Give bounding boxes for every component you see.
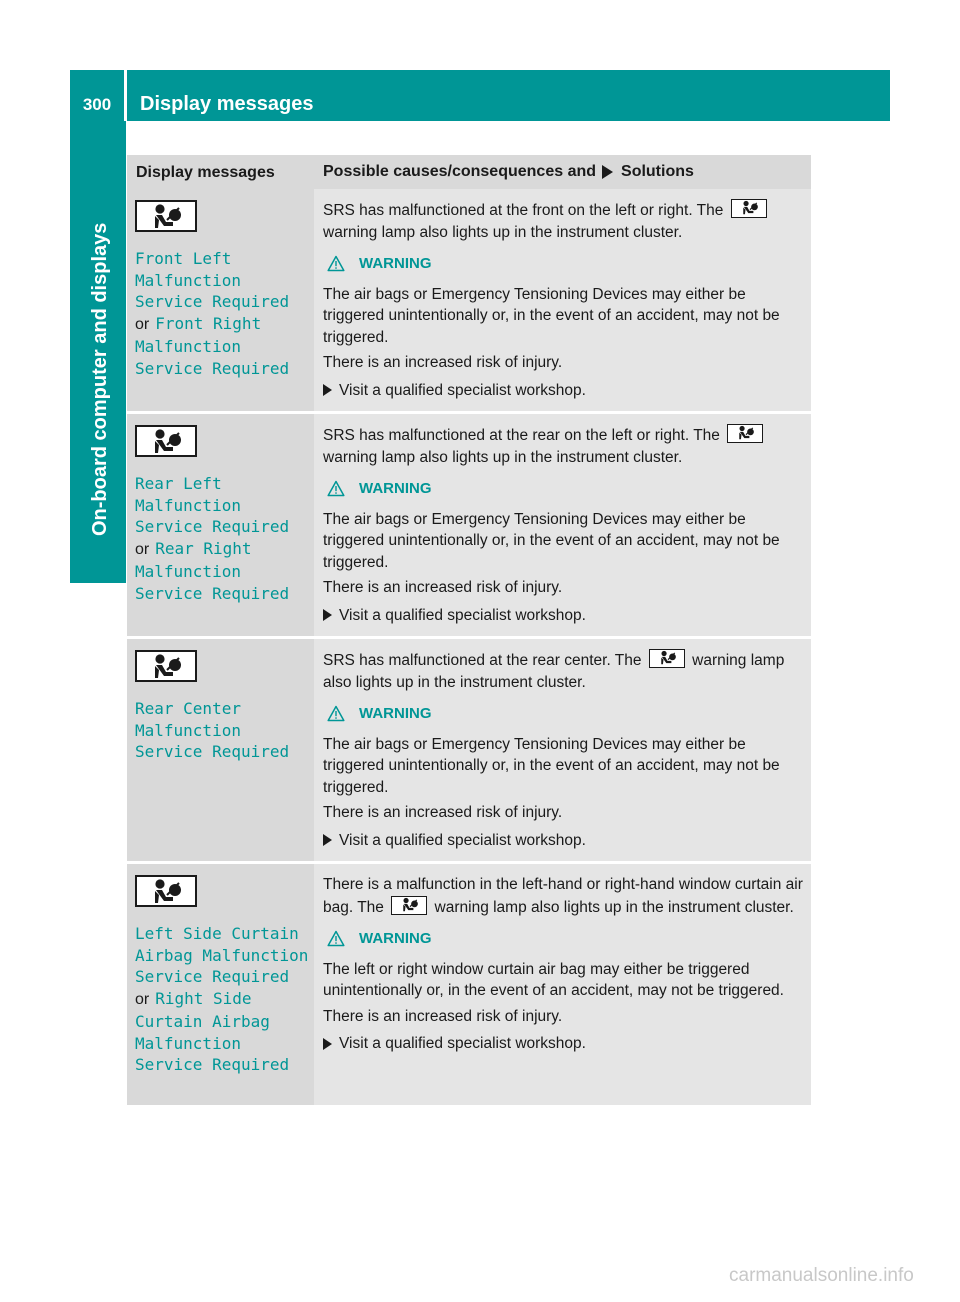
description-post: warning lamp also lights up in the instrument cluster. bbox=[323, 652, 785, 691]
message-line bbox=[135, 966, 314, 988]
solution-step bbox=[323, 380, 805, 402]
message-line bbox=[135, 291, 314, 313]
or-word: or bbox=[135, 541, 150, 559]
solution-text: Visit a qualified specialist workshop. bbox=[339, 381, 586, 399]
message-lines bbox=[135, 248, 314, 379]
page-number: 300 bbox=[82, 95, 112, 114]
message-line bbox=[135, 698, 314, 720]
message-line bbox=[135, 945, 314, 967]
side-tab-label: On-board computer and displays bbox=[89, 222, 111, 536]
message-text: Malfunction bbox=[135, 720, 241, 740]
display-messages-table bbox=[127, 155, 811, 1108]
table-row bbox=[127, 639, 811, 864]
message-text: Front Left bbox=[135, 249, 232, 268]
message-text: Right Side bbox=[155, 989, 252, 1009]
watermark: carmanualsonline.info bbox=[729, 1265, 914, 1286]
warning-label: WARNING bbox=[359, 930, 432, 947]
airbag-warning-icon bbox=[135, 425, 197, 457]
description-post: warning lamp also lights up in the instrument cluster. bbox=[434, 898, 794, 916]
message-line bbox=[135, 1033, 314, 1055]
table-header bbox=[127, 155, 811, 189]
column-header-solutions-text: Solutions bbox=[621, 163, 694, 180]
page-title: Display messages bbox=[140, 93, 314, 115]
message-text: Rear Center bbox=[135, 699, 241, 718]
message-text: Airbag Malfunction bbox=[135, 945, 309, 965]
column-header-display-messages: Display messages bbox=[136, 164, 275, 181]
message-text: Service Required bbox=[135, 742, 290, 762]
airbag-warning-icon bbox=[135, 875, 197, 907]
display-message-cell bbox=[127, 864, 314, 1105]
column-header-causes bbox=[314, 155, 811, 189]
warning-heading bbox=[327, 253, 805, 275]
airbag-warning-icon bbox=[727, 424, 763, 443]
causes-cell bbox=[314, 639, 811, 861]
display-message-cell bbox=[127, 189, 314, 411]
message-text: Rear Left bbox=[135, 474, 222, 493]
display-message-cell bbox=[127, 414, 314, 636]
solution-step bbox=[323, 605, 805, 627]
message-text: Service Required bbox=[135, 967, 290, 987]
message-text: Malfunction bbox=[135, 336, 241, 356]
description bbox=[323, 199, 805, 243]
message-line bbox=[135, 516, 314, 538]
message-text: Rear Right bbox=[155, 539, 252, 559]
solution-step bbox=[323, 1033, 805, 1055]
solution-text: Visit a qualified specialist workshop. bbox=[339, 1035, 586, 1052]
description-post: warning lamp also lights up in the instrument cluster. bbox=[323, 223, 683, 241]
warning-triangle-icon bbox=[327, 480, 345, 497]
causes-cell bbox=[314, 414, 811, 636]
warning-text: The air bags or Emergency Tensioning Devices may either be triggered unintentionally or, in the event of an accident, may not be triggered. bbox=[323, 510, 780, 571]
airbag-warning-icon bbox=[649, 649, 685, 668]
warning-text: The air bags or Emergency Tensioning Devices may either be triggered unintentionally or, in the event of an accident, may not be triggered. bbox=[323, 285, 780, 346]
causes-cell bbox=[314, 189, 811, 411]
message-line bbox=[135, 248, 314, 270]
message-line bbox=[135, 583, 314, 605]
risk-text: There is an increased risk of injury. bbox=[323, 1007, 563, 1025]
message-line bbox=[135, 923, 314, 945]
message-lines bbox=[135, 473, 314, 604]
message-lines bbox=[135, 923, 314, 1076]
message-line bbox=[135, 1011, 314, 1033]
warning-text: The air bags or Emergency Tensioning Devices may either be triggered unintentionally or, in the event of an accident, may not be triggered. bbox=[323, 735, 780, 796]
message-lines bbox=[135, 698, 314, 763]
table-body bbox=[127, 189, 811, 1108]
message-text: Front Right bbox=[155, 314, 262, 334]
message-text: Service Required bbox=[135, 292, 290, 312]
message-line bbox=[135, 741, 314, 763]
warning-text: The left or right window curtain air bag may either be triggered unintentionally or, in the event of an accident, may not be triggered. bbox=[323, 960, 784, 999]
airbag-warning-icon bbox=[731, 199, 767, 218]
description-post: warning lamp also lights up in the instrument cluster. bbox=[323, 448, 683, 466]
column-header-causes-text: Possible causes/consequences and bbox=[323, 163, 597, 180]
airbag-warning-icon bbox=[135, 200, 197, 232]
message-line bbox=[135, 270, 314, 292]
arrow-right-icon bbox=[323, 384, 332, 396]
arrow-right-icon bbox=[323, 609, 332, 621]
message-text: Curtain Airbag bbox=[135, 1011, 270, 1031]
description bbox=[323, 874, 805, 918]
header-divider bbox=[124, 70, 127, 121]
warning-label: WARNING bbox=[359, 480, 432, 497]
message-text: Service Required bbox=[135, 517, 290, 537]
solution-text: Visit a qualified specialist workshop. bbox=[339, 606, 586, 624]
message-text: Left Side Curtain bbox=[135, 924, 299, 943]
message-line bbox=[135, 495, 314, 517]
message-line bbox=[135, 538, 314, 561]
message-text: Malfunction bbox=[135, 561, 241, 581]
message-text: Service Required bbox=[135, 583, 290, 603]
warning-heading bbox=[327, 478, 805, 500]
message-text: Service Required bbox=[135, 1055, 290, 1075]
warning-triangle-icon bbox=[327, 705, 345, 722]
display-message-cell bbox=[127, 639, 314, 861]
message-line bbox=[135, 358, 314, 380]
warning-heading bbox=[327, 703, 805, 725]
risk-text: There is an increased risk of injury. bbox=[323, 579, 563, 596]
message-text: Malfunction bbox=[135, 1033, 241, 1053]
table-row bbox=[127, 414, 811, 639]
table-row bbox=[127, 189, 811, 414]
warning-label: WARNING bbox=[359, 705, 432, 722]
message-text: Malfunction bbox=[135, 270, 241, 290]
arrow-right-icon bbox=[323, 1038, 332, 1050]
arrow-right-icon bbox=[323, 834, 332, 846]
description bbox=[323, 649, 805, 693]
message-line bbox=[135, 1054, 314, 1076]
or-word: or bbox=[135, 316, 150, 334]
description-pre: SRS has malfunctioned at the rear center. The bbox=[323, 652, 642, 669]
message-text: Service Required bbox=[135, 358, 290, 378]
message-line bbox=[135, 473, 314, 495]
description-pre: There is a malfunction in the left-hand or right-hand window curtain air bag. The bbox=[323, 876, 803, 916]
description bbox=[323, 424, 805, 468]
message-line bbox=[135, 720, 314, 742]
risk-text: There is an increased risk of injury. bbox=[323, 354, 563, 371]
description-pre: SRS has malfunctioned at the rear on the left or right. The bbox=[323, 427, 720, 444]
warning-triangle-icon bbox=[327, 930, 345, 947]
warning-triangle-icon bbox=[327, 255, 345, 272]
message-line bbox=[135, 561, 314, 583]
airbag-warning-icon bbox=[135, 650, 197, 682]
table-row bbox=[127, 864, 811, 1108]
risk-text: There is an increased risk of injury. bbox=[323, 804, 563, 821]
message-text: Malfunction bbox=[135, 495, 241, 515]
solution-text: Visit a qualified specialist workshop. bbox=[339, 831, 586, 849]
arrow-right-icon bbox=[602, 165, 613, 179]
solution-step bbox=[323, 830, 805, 852]
message-line bbox=[135, 988, 314, 1011]
message-line bbox=[135, 336, 314, 358]
warning-heading bbox=[327, 928, 805, 950]
airbag-warning-icon bbox=[391, 896, 427, 915]
or-word: or bbox=[135, 991, 150, 1009]
causes-cell bbox=[314, 864, 811, 1105]
warning-label: WARNING bbox=[359, 255, 432, 272]
message-line bbox=[135, 313, 314, 336]
description-pre: SRS has malfunctioned at the front on the left or right. The bbox=[323, 202, 724, 219]
